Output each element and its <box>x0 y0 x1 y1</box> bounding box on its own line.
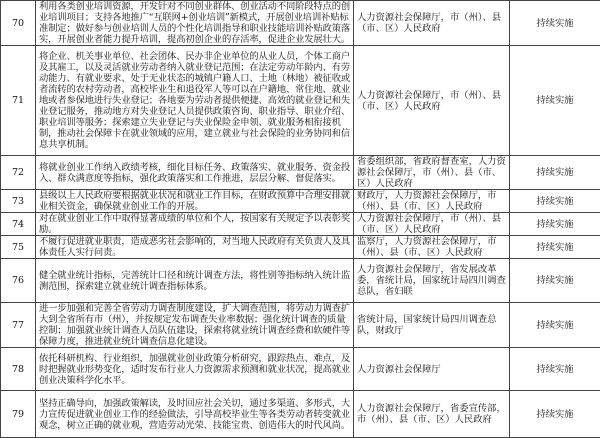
table-row <box>1 213 600 236</box>
table-row <box>1 303 600 348</box>
task-text: 对在就业创业工作中取得显著成绩的单位和个人，按国家有关规定予以表彰奖励。 <box>36 213 354 236</box>
table-row <box>1 348 600 391</box>
responsible-unit: 省统计局，国家统计局四川调查总队，财政厅 <box>354 303 510 348</box>
timeline: 持续实施 <box>510 1 600 46</box>
responsible-unit: 人力资源社会保障厅，市（州）、县（市、区）人民政府 <box>354 213 510 236</box>
responsible-unit: 人力资源社会保障厅，省发展改革委，省统计局，国家统计局四川调查总队，省妇联 <box>354 259 510 303</box>
responsible-unit: 人力资源社会保障厅，省委宣传部，市（州）、县（市、区）人民政府 <box>354 391 510 438</box>
table-row <box>1 1 600 46</box>
timeline: 持续实施 <box>510 236 600 259</box>
timeline: 持续实施 <box>510 213 600 236</box>
task-text: 坚持正确导向，加强政策解读，及时回应社会关切，通过多渠道、多形式，大力宣传促进就业创业工作的经验做法，引导高校毕业生等各类劳动者转变就业观念，树立正确的就业观，营造劳动光荣、技能宝贵、创造伟大的时代风尚。 <box>36 391 354 438</box>
timeline: 持续实施 <box>510 190 600 213</box>
task-text: 健全就业统计指标，完善统计口径和统计调查方法，将性别等指标纳入统计监测范围，探索建立就业统计调查指标体系。 <box>36 259 354 303</box>
row-number: 74 <box>1 213 36 236</box>
row-number: 72 <box>1 156 36 190</box>
table-row <box>1 156 600 190</box>
responsible-unit: 人力资源社会保障厅，市（州）、县（市、区）人民政府 <box>354 1 510 46</box>
responsible-unit: 省委组织部，省政府督查室，人力资源社会保障厅，市（州）、县（市、区）人民政府 <box>354 156 510 190</box>
row-number: 77 <box>1 303 36 348</box>
timeline: 持续实施 <box>510 46 600 156</box>
task-text: 进一步加强和完善全省劳动力调查制度建设，扩大调查范围，将劳动力调查扩大到全省所有市（州），并按规定发布调查失业率数据；强化统计调查的质量控制；加强就业统计调查人员队伍建设，探索将就业统计调查经费和软硬件等保障力度，推进就业统计调查信息化建设。 <box>36 303 354 348</box>
table-row <box>1 391 600 438</box>
table-row <box>1 46 600 156</box>
task-text: 将就业创业工作纳入政绩考核，细化目标任务、政策落实、就业服务、资金投入、群众满意度等指标，强化政策落实和工作推进，层层分解、督促落实。 <box>36 156 354 190</box>
timeline: 持续实施 <box>510 303 600 348</box>
timeline: 持续实施 <box>510 259 600 303</box>
task-text: 依托科研机构、行业组织，加强就业创业政策分析研究，跟踪热点、难点，及时把握就业形势变化，适时发布行业人力资源需求预测和就业状况，提高就业创业决策科学化水平。 <box>36 348 354 391</box>
task-text: 利用各类创业培训资源，开发针对不同创业群体、创业活动不同阶段特点的创业培训项目；支持各地推广“互联网+创业培训”新模式，开展创业培训补贴标准制定；做好参与创业培训人员的个性化培训指导和职业技能培训补贴政策落实，开展创业者能力提升培训，提高初创企业的存活率，促进企业发展壮大。 <box>36 1 354 46</box>
row-number: 70 <box>1 1 36 46</box>
row-number: 78 <box>1 348 36 391</box>
policy-table-body <box>1 1 600 438</box>
task-text: 将企业、机关事业单位、社会团体、民办非企业单位的从业人员，个体工商户及其雇工，以及灵活就业劳动者纳入就业登记范围；在法定劳动年龄内、有劳动能力、有就业要求、处于无业状态的城镇户籍人口、土地（林地）被征收或者流转的农村劳动者，高校毕业生和退役军人等可以在户籍地、常住地、就业地或者参保地进行失业登记；各地要为劳动者提供便捷、高效的就业登记和失业登记服务，推动地方对失业登记人员提供政策咨询、职业指导、职业介绍、职业培训等服务；探索建立失业登记与失业保险金申领、就业服务相衔接机制，推动社会保障卡在就业领域的应用，建立就业与社会保险的业务协同和信息共享机制。 <box>36 46 354 156</box>
timeline: 持续实施 <box>510 156 600 190</box>
timeline: 持续实施 <box>510 391 600 438</box>
responsible-unit: 财政厅，人力资源社会保障厅，市（州）、县（市、区）人民政府 <box>354 190 510 213</box>
responsible-unit: 监察厅，人力资源社会保障厅，市（州）、县（市、区）人民政府 <box>354 236 510 259</box>
row-number: 71 <box>1 46 36 156</box>
row-number: 76 <box>1 259 36 303</box>
row-number: 79 <box>1 391 36 438</box>
timeline: 持续实施 <box>510 348 600 391</box>
table-row <box>1 236 600 259</box>
task-text: 不履行促进就业职责，造成恶劣社会影响的，对当地人民政府有关负责人及具体责任人实行问责。 <box>36 236 354 259</box>
responsible-unit: 人力资源社会保障厅，市（州）、县（市、区）人民政府 <box>354 46 510 156</box>
row-number: 73 <box>1 190 36 213</box>
task-text: 县级以上人民政府要根据就业状况和就业工作目标，在财政预算中合理安排就业相关资金，确保就业创业工作的开展。 <box>36 190 354 213</box>
table-row <box>1 259 600 303</box>
responsible-unit: 人力资源社会保障厅 <box>354 348 510 391</box>
row-number: 75 <box>1 236 36 259</box>
table-row <box>1 190 600 213</box>
